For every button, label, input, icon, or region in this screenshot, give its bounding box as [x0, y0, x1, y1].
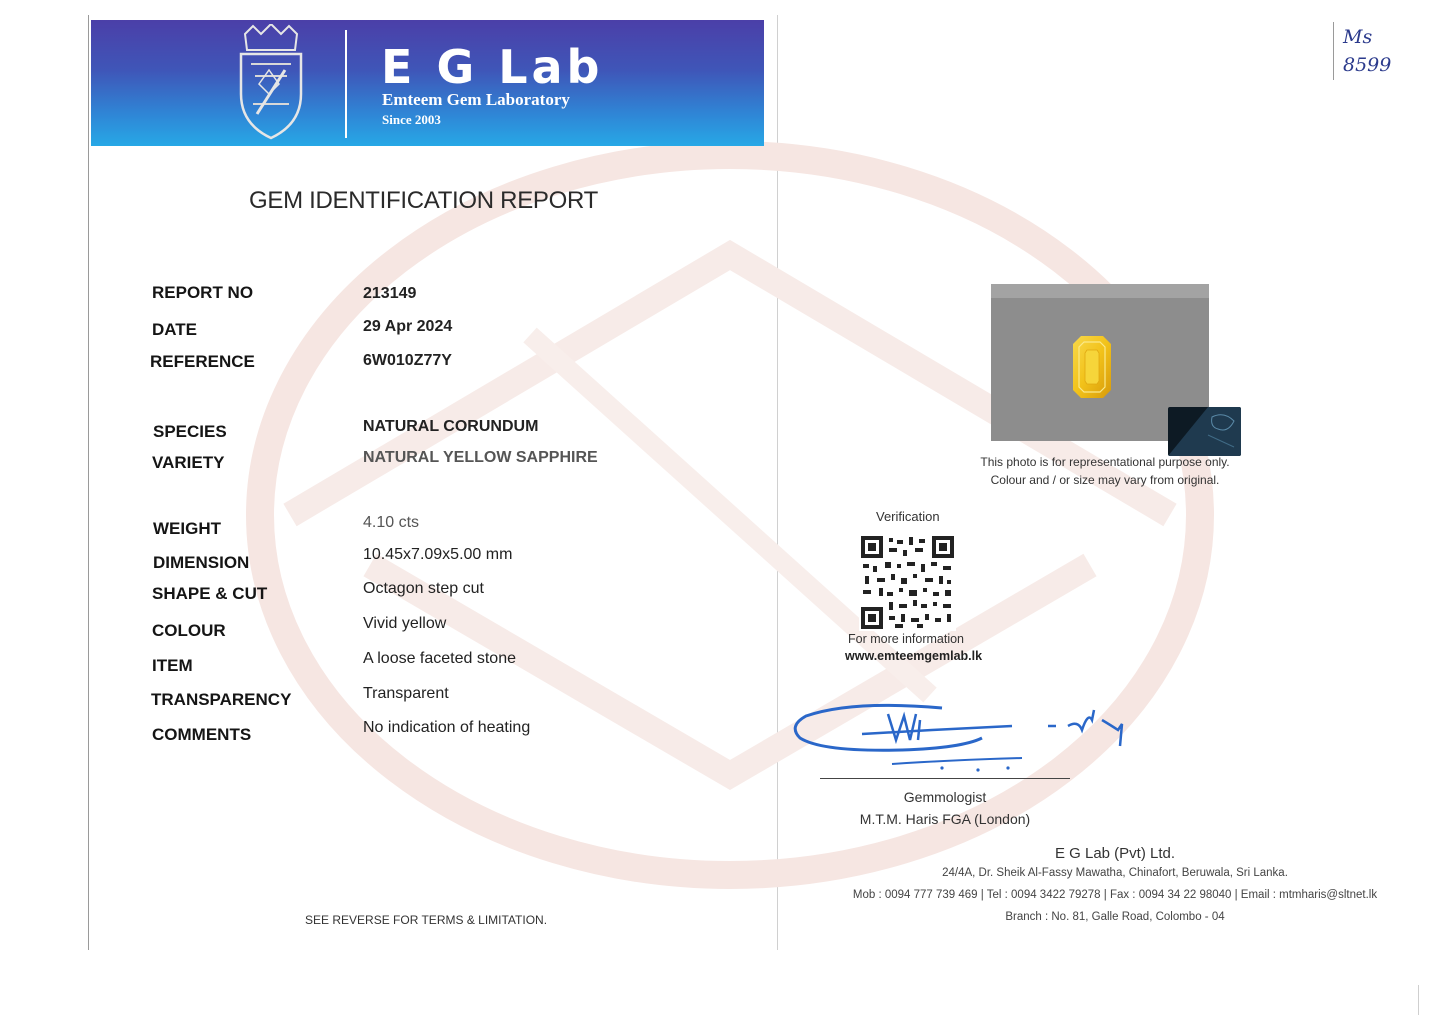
value-comments: No indication of heating	[363, 719, 531, 736]
terms-footnote: SEE REVERSE FOR TERMS & LIMITATION.	[305, 913, 548, 927]
report-title: GEM IDENTIFICATION REPORT	[249, 187, 598, 214]
label-reference: REFERENCE	[150, 352, 255, 371]
value-shape-cut: Octagon step cut	[363, 580, 484, 597]
handwritten-line2: 8599	[1343, 54, 1392, 76]
verification-qr-code[interactable]	[859, 534, 956, 631]
label-date: DATE	[152, 320, 198, 339]
value-date: 29 Apr 2024	[363, 318, 453, 335]
company-name: E G Lab (Pvt) Ltd.	[1054, 845, 1176, 862]
value-item: A loose faceted stone	[363, 650, 516, 667]
more-info-label: For more information	[848, 632, 965, 646]
page-edge-left	[88, 15, 89, 950]
label-item: ITEM	[152, 656, 193, 675]
gemmologist-signature	[792, 700, 1127, 780]
header-banner	[91, 20, 764, 146]
label-colour: COLOUR	[152, 621, 226, 640]
brand-name: E G Lab	[381, 40, 604, 94]
verification-label: Verification	[876, 509, 940, 524]
value-transparency: Transparent	[363, 685, 449, 702]
page-edge-right	[1418, 985, 1419, 1015]
value-variety: NATURAL YELLOW SAPPHIRE	[363, 449, 598, 466]
banner-divider	[345, 30, 347, 138]
photo-note-line2: Colour and / or size may vary from original.	[990, 473, 1220, 487]
company-address: 24/4A, Dr. Sheik Al-Fassy Mawatha, Chinafort, Beruwala, Sri Lanka.	[942, 867, 1288, 879]
value-colour: Vivid yellow	[363, 615, 447, 632]
company-contact: Mob : 0094 777 739 469 | Tel : 0094 3422 79278 | Fax : 0094 34 22 98040 | Email : mtmharis@sltnet.lk	[852, 889, 1378, 901]
label-species: SPECIES	[153, 422, 227, 441]
value-weight: 4.10 cts	[363, 514, 420, 531]
value-report-no: 213149	[363, 285, 417, 302]
label-dimension: DIMENSION	[153, 553, 250, 572]
photo-top-strip	[991, 284, 1209, 298]
label-weight: WEIGHT	[153, 519, 221, 538]
signature-line	[820, 778, 1070, 779]
handwritten-note	[1333, 22, 1413, 84]
company-branch: Branch : No. 81, Galle Road, Colombo - 04	[1005, 911, 1225, 923]
value-reference: 6W010Z77Y	[363, 352, 452, 369]
photo-note-line1: This photo is for representational purpose only.	[980, 455, 1230, 469]
lab-name: Emteem Gem Laboratory	[382, 90, 570, 109]
label-shape-cut: SHAPE & CUT	[152, 584, 268, 603]
since-year: Since 2003	[382, 112, 441, 127]
note-margin-line	[1333, 22, 1334, 80]
label-report-no: REPORT NO	[152, 283, 254, 302]
label-comments: COMMENTS	[152, 725, 252, 744]
signatory-name: M.T.M. Haris FGA (London)	[859, 811, 1031, 827]
value-dimension: 10.45x7.09x5.00 mm	[363, 546, 513, 563]
lab-crest-logo	[231, 24, 311, 142]
label-variety: VARIETY	[152, 453, 225, 472]
signatory-title: Gemmologist	[903, 789, 987, 805]
value-species: NATURAL CORUNDUM	[363, 418, 539, 435]
hologram-sticker	[1168, 407, 1241, 456]
yellow-sapphire-image	[1073, 336, 1111, 398]
website-link[interactable]: www.emteemgemlab.lk	[845, 649, 983, 663]
label-transparency: TRANSPARENCY	[151, 690, 292, 709]
handwritten-line1: Ms	[1343, 26, 1373, 48]
